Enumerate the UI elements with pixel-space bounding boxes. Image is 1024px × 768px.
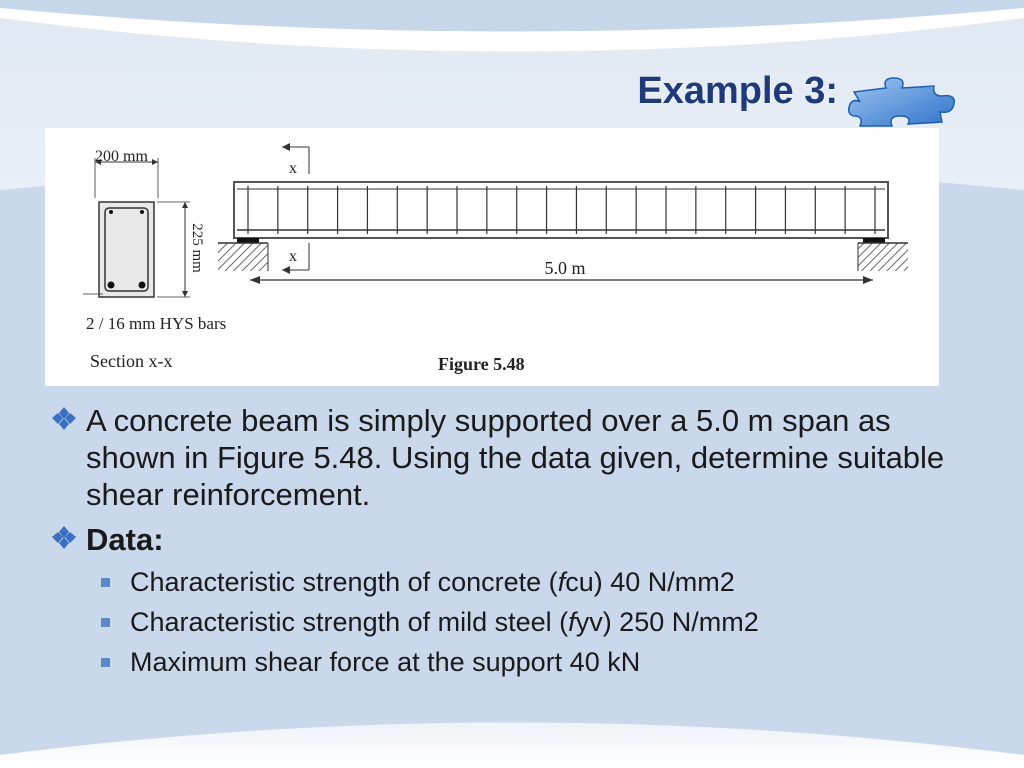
puzzle-piece-icon: [846, 76, 972, 130]
slide-title: Example 3:: [637, 70, 838, 112]
square-bullet-icon: [101, 618, 110, 627]
section-depth-label: 225 mm: [189, 223, 205, 273]
data-item: [50, 606, 950, 638]
data-item: [50, 646, 950, 678]
beam-cross-section: [83, 148, 226, 371]
data-item-text: Maximum shear force at the support 40 kN: [130, 647, 641, 677]
data-heading-item: [50, 521, 950, 558]
data-item-value: ) 250 N/mm2: [602, 607, 759, 637]
diamond-bullet-icon: [50, 406, 78, 432]
section-width-label: 200 mm: [95, 148, 148, 165]
section-label: Section x-x: [90, 351, 173, 371]
data-item-text: Characteristic strength of concrete (: [130, 567, 558, 597]
data-item-text: Characteristic strength of mild steel (: [130, 607, 569, 637]
cut-marker-bottom: x: [289, 248, 297, 265]
span-label: 5.0 m: [544, 258, 586, 278]
bars-note: 2 / 16 mm HYS bars: [86, 314, 227, 333]
problem-statement: [50, 402, 950, 513]
stirrups: [248, 186, 875, 234]
square-bullet-icon: [101, 578, 110, 587]
problem-text: A concrete beam is simply supported over a 5.0 m span as shown in Figure 5.48. Using the data given, determine suitable shear reinforcement.: [86, 403, 945, 512]
data-item-subscript: cu: [565, 567, 594, 597]
figure-caption: Figure 5.48: [438, 354, 525, 374]
data-item-symbol: f: [568, 607, 576, 637]
data-item-value: ) 40 N/mm2: [593, 567, 735, 597]
data-item-symbol: f: [557, 567, 566, 597]
data-item: [50, 566, 950, 598]
data-heading: Data:: [86, 522, 164, 557]
slide-body: [50, 402, 950, 686]
beam-figure: [45, 128, 939, 386]
data-item-subscript: yv: [575, 607, 603, 637]
right-support: [858, 243, 908, 271]
beam-elevation: [218, 143, 908, 374]
square-bullet-icon: [101, 658, 110, 667]
left-support: [218, 243, 268, 271]
diamond-bullet-icon: [50, 525, 78, 551]
cut-marker-top: x: [289, 160, 297, 177]
